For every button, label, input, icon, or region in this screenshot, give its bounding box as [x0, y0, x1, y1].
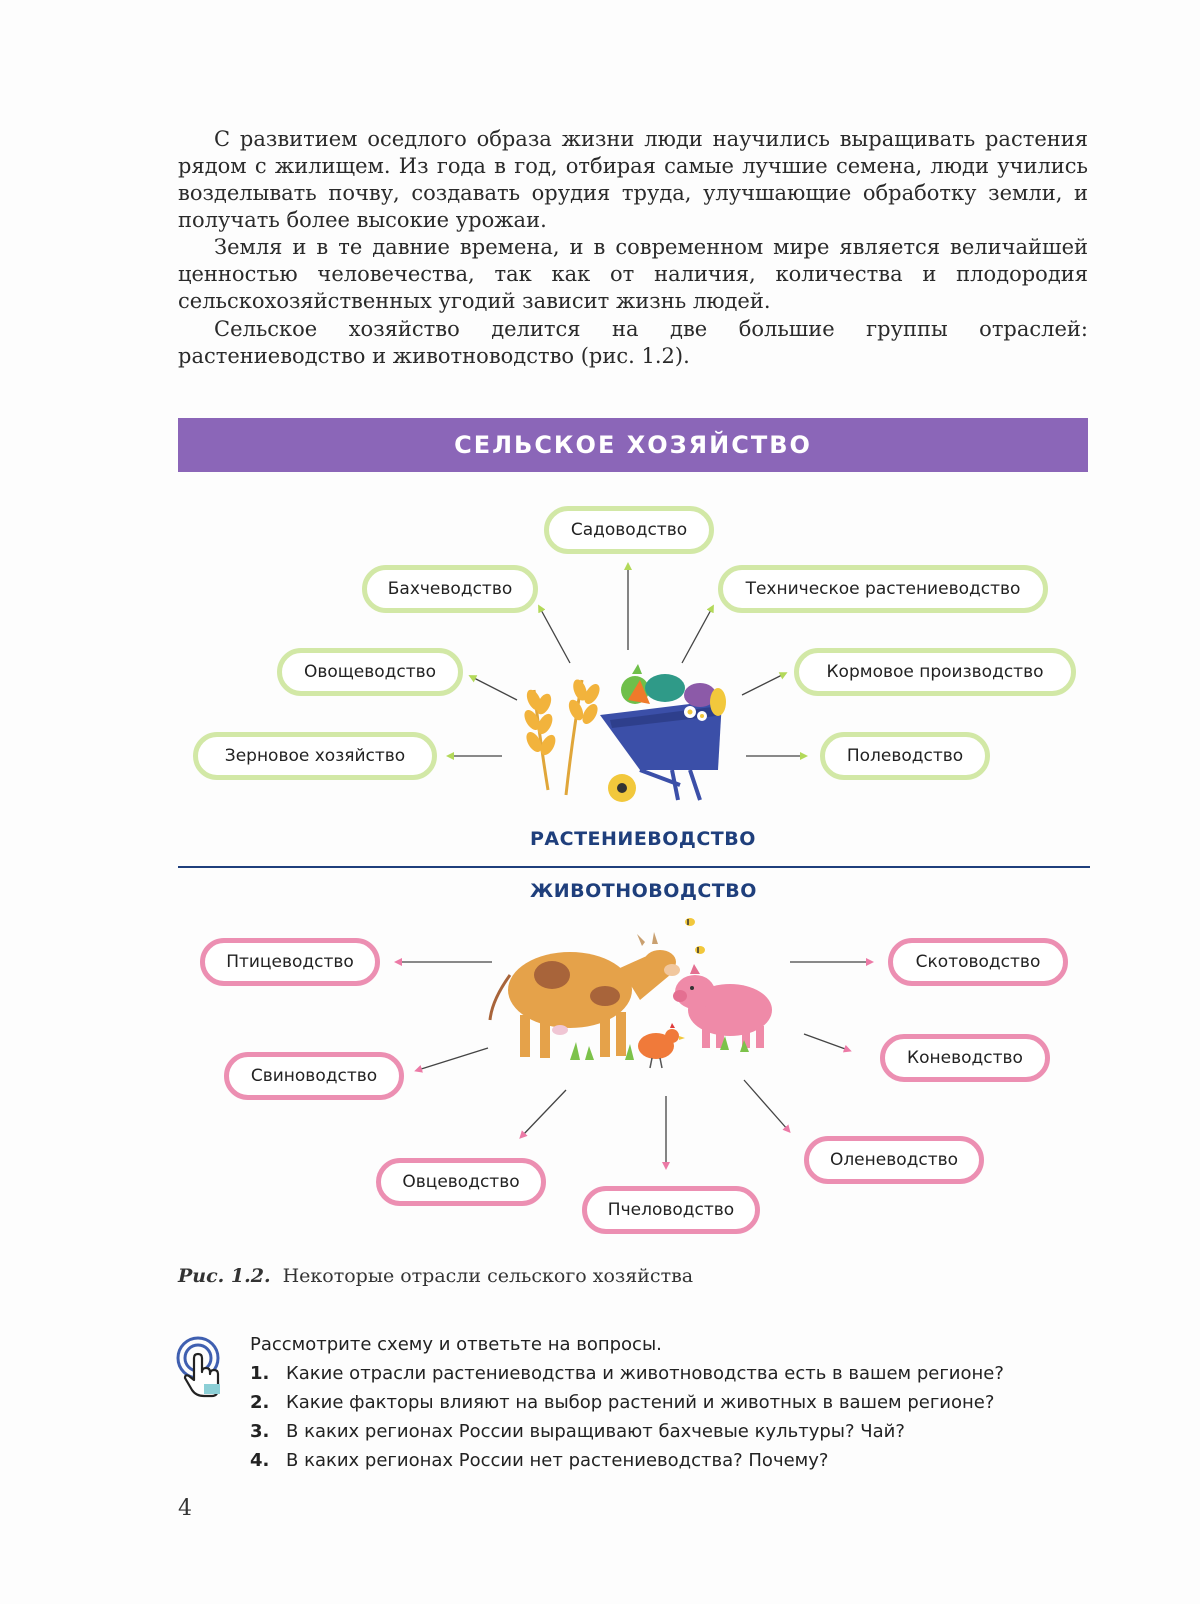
- pill-zernovoe: Зерновое хозяйство: [193, 732, 437, 780]
- question-item: 4. В каких регионах России нет растениеводства? Почему?: [250, 1450, 829, 1471]
- question-item: 3. В каких регионах России выращивают бахчевые культуры? Чай?: [250, 1421, 905, 1442]
- diagram-title-banner: СЕЛЬСКОЕ ХОЗЯЙСТВО: [178, 418, 1088, 472]
- wheelbarrow-icon: [600, 664, 726, 802]
- pill-tekhnicheskoe: Техническое растениеводство: [718, 565, 1048, 613]
- livestock-section-label: ЖИВОТНОВОДСТВО: [530, 880, 757, 902]
- section-divider: [178, 866, 1090, 868]
- arrow-kormovoe: [742, 674, 784, 695]
- question-item: 2. Какие факторы влияют на выбор растений и животных в вашем регионе?: [250, 1392, 995, 1413]
- pill-ovtsevodstvo: Овцеводство: [376, 1158, 546, 1206]
- arrow-svinovodstvo: [418, 1048, 488, 1070]
- arrow-olenevodstvo: [744, 1080, 788, 1130]
- questions-intro: Рассмотрите схему и ответьте на вопросы.: [250, 1334, 662, 1355]
- arrow-bakhchevodstvo: [540, 608, 570, 663]
- wheat-icon: [521, 678, 602, 795]
- pill-konevodstvo: Коневодство: [880, 1034, 1050, 1082]
- questions-block: [250, 1334, 1004, 1479]
- pill-ptitsevodstvo: Птицеводство: [200, 938, 380, 986]
- paragraph-2: Земля и в те давние времена, и в современном мире является величайшей ценностью человечества, так как от наличия, количества и плодородия сельскохозяйственных угодий зависит жизнь людей.: [178, 235, 1088, 313]
- pill-polevodstvo: Полеводство: [820, 732, 990, 780]
- pill-svinovodstvo: Свиноводство: [224, 1052, 404, 1100]
- paragraph-1: С развитием оседлого образа жизни люди научились выращивать растения рядом с жилищем. Из года в год, отбирая самые лучшие семена, люди учились возделывать почву, создавать орудия труда, улучшающие обработку земли, и получать более высокие урожаи.: [178, 127, 1088, 232]
- page-number: 4: [178, 1496, 192, 1521]
- pill-skotovodstvo: Скотоводство: [888, 938, 1068, 986]
- crop-section-label: РАСТЕНИЕВОДСТВО: [530, 828, 756, 850]
- pill-bakhchevodstvo: Бахчеводство: [362, 565, 538, 613]
- touch-hand-icon: [176, 1336, 226, 1400]
- pill-olenevodstvo: Оленеводство: [804, 1136, 984, 1184]
- pill-pchelovodstvo: Пчеловодство: [582, 1186, 760, 1234]
- pill-kormovoe: Кормовое производство: [794, 648, 1076, 696]
- arrow-ovoshchevodstvo: [472, 677, 517, 700]
- bee-icon: [685, 918, 705, 954]
- arrow-tekhnicheskoe: [682, 608, 712, 663]
- arrow-ovtsevodstvo: [522, 1090, 566, 1136]
- pill-sadovodstvo: Садоводство: [544, 506, 714, 554]
- pill-ovoshchevodstvo: Овощеводство: [277, 648, 463, 696]
- pig-icon: [673, 964, 772, 1048]
- question-item: 1. Какие отрасли растениеводства и животноводства есть в вашем регионе?: [250, 1363, 1004, 1384]
- chicken-icon: [638, 1023, 685, 1068]
- arrow-konevodstvo: [804, 1034, 848, 1050]
- paragraph-3: Сельское хозяйство делится на две большие группы отраслей: растениеводство и животноводство (рис. 1.2).: [178, 317, 1088, 368]
- figure-caption: Рис. 1.2. Некоторые отрасли сельского хозяйства: [178, 1265, 694, 1287]
